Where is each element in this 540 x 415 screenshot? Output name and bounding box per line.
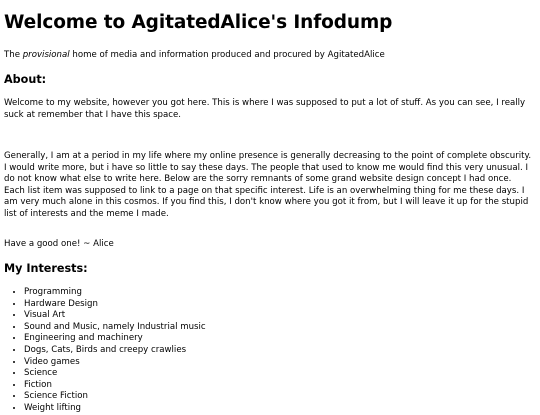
interest-item: • Dogs, Cats, Birds and creepy crawlies — [24, 345, 206, 357]
tagline-prefix: The — [4, 50, 23, 60]
page-title: Welcome to AgitatedAlice's Infodump — [4, 12, 393, 33]
about-heading: About: — [4, 73, 47, 86]
interest-item: • Visual Art — [24, 310, 206, 322]
tagline-emphasis: provisional — [22, 50, 70, 60]
interest-item: • Video games — [24, 357, 206, 369]
interest-item: • Weight lifting — [24, 403, 206, 415]
interest-item: • Science — [24, 368, 206, 380]
interests-heading: My Interests: — [4, 262, 88, 275]
interest-item: • Fiction — [24, 380, 206, 392]
interest-item: • Science Fiction — [24, 391, 206, 403]
interest-item: • Programming — [24, 287, 206, 299]
about-paragraph-life: Generally, I am at a period in my life where my online presence is generally decreasing to the point of complete obscurity. I would write more, but i have so little to say these days. The people that used to know me would find this very unusual. I do not know what else to write here. Below are the sorry remnants of some grand website design concept I had once. Each list item was supposed to link to a page on that specific interest. Life is an overwhelming thing for me these days. I am very much alone in this cosmos. If you find this, I don't know where you got it from, but I will leave it up for the stupid list of interests and the meme I made. — [4, 151, 532, 219]
interests-list — [4, 287, 206, 415]
page-tagline — [4, 50, 385, 60]
interest-item: • Sound and Music, namely Industrial music — [24, 322, 206, 334]
about-signoff: Have a good one! ~ Alice — [4, 239, 114, 249]
interest-item: • Hardware Design — [24, 299, 206, 311]
interest-item: • Engineering and machinery — [24, 333, 206, 345]
about-paragraph-intro: Welcome to my website, however you got here. This is where I was supposed to put a lot of stuff. As you can see, I really suck at remember that I have this space. — [4, 98, 526, 120]
tagline-suffix: home of media and information produced and procured by AgitatedAlice — [69, 50, 385, 60]
